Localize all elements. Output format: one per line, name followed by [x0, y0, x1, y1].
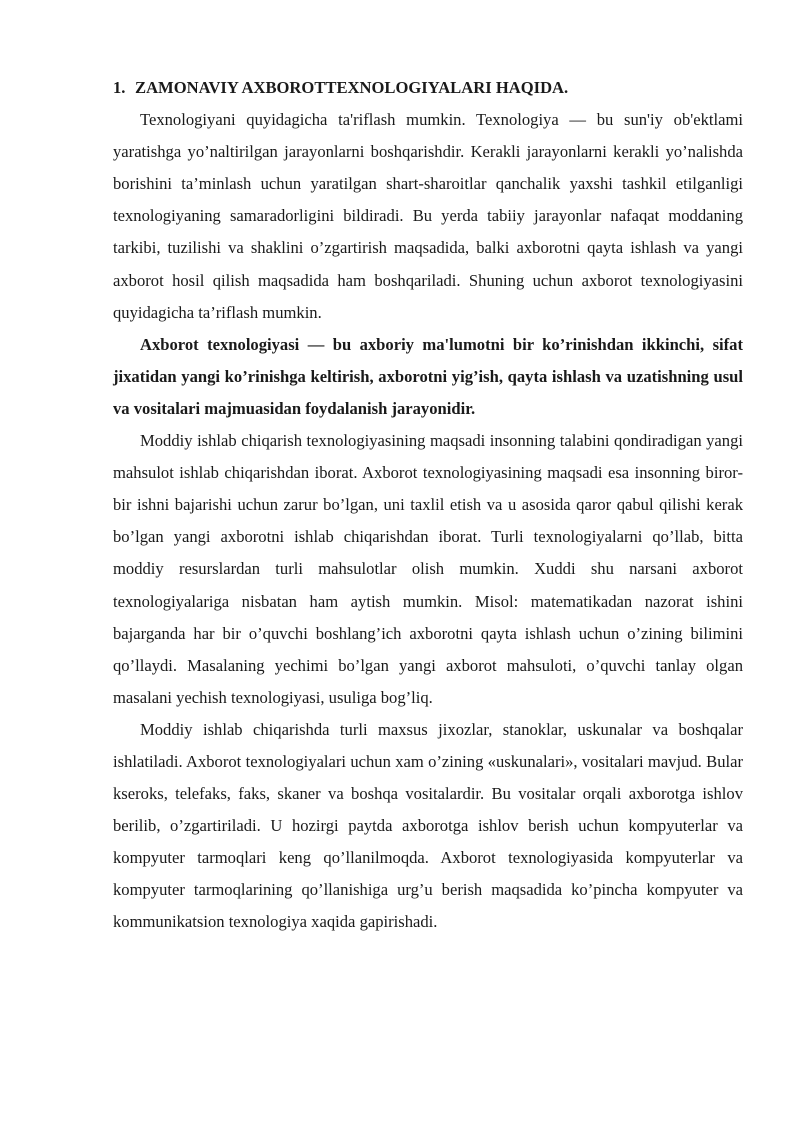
document-page — [113, 72, 743, 939]
section-heading — [113, 72, 743, 104]
paragraph-intro: Texnologiyani quyidagicha ta'riflash mumkin. Texnologiya — bu sun'iy ob'ektlami yaratishga yo’naltirilgan jarayonlarni boshqarishdir. Kerakli jarayonlarni kerakli yo’nalishda borishini ta’minlash uchun yaratilgan shart-sharoitlar qanchalik yaxshi tashkil etilganligi texnologiyaning samaradorligini bildiradi. Bu yerda tabiiy jarayonlar nafaqat moddaning tarkibi, tuzilishi va shaklini o’zgartirish maqsadida, balki axborotni qayta ishlash va yangi axborot hosil qilish maqsadida ham boshqariladi. Shuning uchun axborot texnologiyasini quyidagicha ta’riflash mumkin. — [113, 110, 743, 322]
section-title: ZAMONAVIY AXBOROTTEXNOLOGIYALARI HAQIDA. — [135, 78, 569, 97]
section-number: 1. — [113, 78, 126, 97]
paragraph-definition: Axborot texnologiyasi — bu axboriy ma'lumotni bir ko’rinishdan ikkinchi, sifat jixatidan yangi ko’rinishga keltirish, axborotni yig’ish, qayta ishlash va uzatishning usul va vositalari majmuasidan foydalanish jarayonidir. — [113, 334, 743, 418]
paragraph-tools: Moddiy ishlab chiqarishda turli maxsus jixozlar, stanoklar, uskunalar va boshqalar ishlatiladi. Axborot texnologiyalari uchun xam o’zining «uskunalari», vositalari mavjud. Bular kseroks, telefaks, faks, skaner va boshqa vositalardir. Bu vositalar orqali axborotga ishlov berilib, o’zgartiriladi. U hozirgi paytda axborotga ishlov berish uchun kompyuterlar va kompyuter tarmoqlari keng qo’llanilmoqda. Axborot texnologiyasida kompyuterlar va kompyuter tarmoqlarining qo’llanishiga urg’u berish maqsadida ko’pincha kompyuter va kommunikatsion texnologiya xaqida gapirishadi. — [113, 719, 743, 932]
paragraph-production: Moddiy ishlab chiqarish texnologiyasining maqsadi insonning talabini qondiradigan yangi mahsulot ishlab chiqarishdan iborat. Axborot texnologiyasining maqsadi esa insonning biror-bir ishni bajarishi uchun zarur bo’lgan, uni taxlil etish va u asosida qaror qabul qilishi kerak bo’lgan yangi axborotni ishlab chiqarishdan iborat. Turli texnologiyalarni qo’llab, bitta moddiy resurslardan turli mahsulotlar olish mumkin. Xuddi shu narsani axborot texnologiyalariga nisbatan ham aytish mumkin. Misol: matematikadan nazorat ishini bajarganda har bir o’quvchi boshlang’ich axborotni qayta ishlash uchun o’zining bilimini qo’llaydi. Masalaning yechimi bo’lgan yangi axborot mahsuloti, o’quvchi tanlay olgan masalani yechish texnologiyasi, usuliga bog’liq. — [113, 431, 743, 707]
